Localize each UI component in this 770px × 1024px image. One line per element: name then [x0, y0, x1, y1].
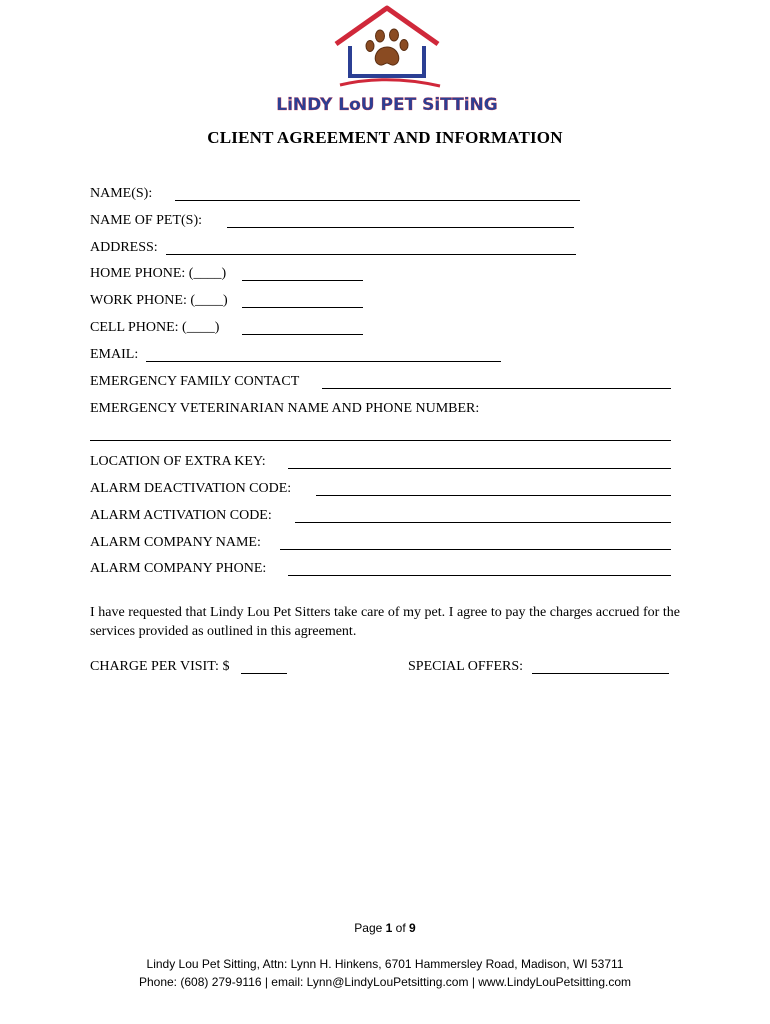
home-phone-label: HOME PHONE: (____) [90, 266, 227, 281]
emergency-contact-label: EMERGENCY FAMILY CONTACT [90, 374, 300, 389]
email-field[interactable] [146, 361, 501, 362]
emergency-vet-label: EMERGENCY VETERINARIAN NAME AND PHONE NUMBER: [90, 401, 480, 416]
extra-key-field[interactable] [288, 468, 671, 469]
company-logo [276, 2, 498, 117]
email-label: EMAIL: [90, 347, 139, 362]
home-phone-field[interactable] [242, 280, 363, 281]
alarm-activation-field[interactable] [295, 522, 671, 523]
logo-roof [336, 8, 438, 44]
emergency-contact-field[interactable] [322, 388, 671, 389]
pet-names-label: NAME OF PET(S): [90, 213, 203, 228]
footer-contact: Phone: (608) 279-9116 | email: Lynn@LindyLouPetsitting.com | www.LindyLouPetsitting.com [138, 975, 632, 989]
page-number: Page 1 of 9 [354, 921, 416, 935]
names-field[interactable] [175, 200, 580, 201]
address-field[interactable] [166, 254, 576, 255]
cell-phone-label: CELL PHONE: (____) [90, 320, 220, 335]
extra-key-label: LOCATION OF EXTRA KEY: [90, 454, 266, 469]
alarm-activation-label: ALARM ACTIVATION CODE: [90, 508, 272, 523]
alarm-company-name-label: ALARM COMPANY NAME: [90, 535, 261, 550]
agreement-text: I have requested that Lindy Lou Pet Sitters take care of my pet. I agree to pay the charges accrued for the services provided as outlined in this agreement. [90, 605, 680, 639]
emergency-vet-field[interactable] [90, 440, 671, 441]
special-offers-label: SPECIAL OFFERS: [408, 659, 524, 674]
work-phone-label: WORK PHONE: (____) [90, 293, 228, 308]
alarm-company-name-field[interactable] [280, 549, 671, 550]
work-phone-field[interactable] [242, 307, 363, 308]
address-label: ADDRESS: [90, 240, 158, 255]
logo-text: LiNDY LoU PET SiTTiNG [276, 95, 498, 115]
charge-per-visit-field[interactable] [241, 673, 287, 674]
alarm-company-phone-field[interactable] [288, 575, 671, 576]
charge-per-visit-label: CHARGE PER VISIT: $ [90, 659, 230, 674]
alarm-deactivation-field[interactable] [316, 495, 671, 496]
page-title: CLIENT AGREEMENT AND INFORMATION [207, 128, 563, 147]
alarm-deactivation-label: ALARM DEACTIVATION CODE: [90, 481, 292, 496]
special-offers-field[interactable] [532, 673, 669, 674]
footer-address: Lindy Lou Pet Sitting, Attn: Lynn H. Hinkens, 6701 Hammersley Road, Madison, WI 53711 [146, 957, 624, 971]
pet-names-field[interactable] [227, 227, 574, 228]
names-label: NAME(S): [90, 186, 153, 201]
paw-icon [366, 29, 408, 65]
cell-phone-field[interactable] [242, 334, 363, 335]
alarm-company-phone-label: ALARM COMPANY PHONE: [90, 561, 267, 576]
